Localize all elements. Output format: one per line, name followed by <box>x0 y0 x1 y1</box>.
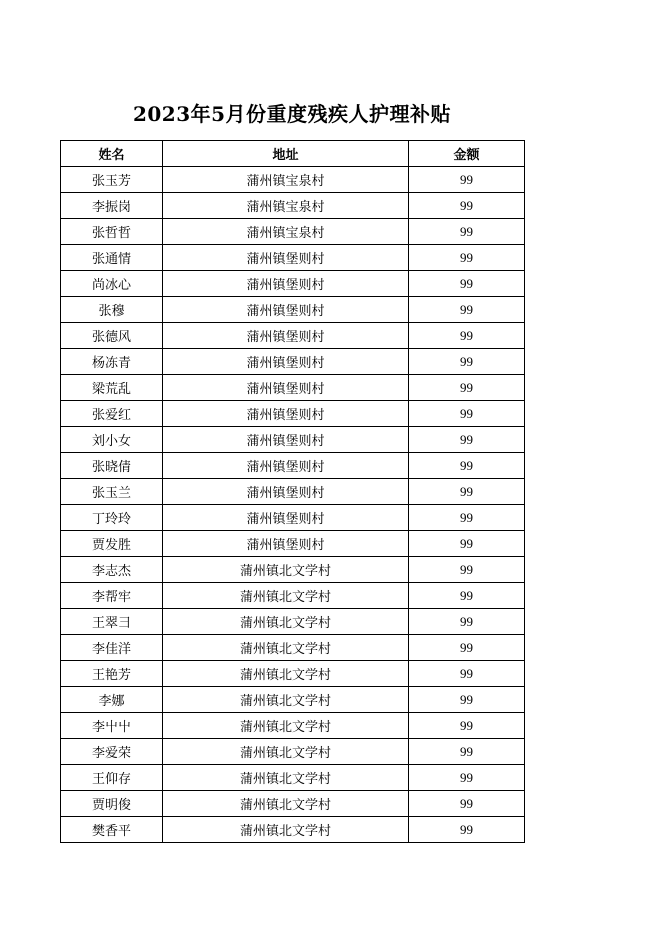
table-row <box>61 531 525 557</box>
column-header-amount: 金额 <box>409 141 525 167</box>
table-row <box>61 349 525 375</box>
table-row <box>61 193 525 219</box>
name-cell: 李志杰 <box>61 557 163 583</box>
address-cell: 蒲州镇堡则村 <box>163 453 409 479</box>
address-cell: 蒲州镇堡则村 <box>163 349 409 375</box>
address-cell: 蒲州镇北文学村 <box>163 583 409 609</box>
amount-cell: 99 <box>409 323 525 349</box>
amount-cell: 99 <box>409 167 525 193</box>
table-row <box>61 739 525 765</box>
address-cell: 蒲州镇北文学村 <box>163 739 409 765</box>
table-row <box>61 661 525 687</box>
amount-cell: 99 <box>409 219 525 245</box>
page-title: 2023年5月份重度残疾人护理补贴 <box>132 102 452 126</box>
address-cell: 蒲州镇北文学村 <box>163 635 409 661</box>
amount-cell: 99 <box>409 791 525 817</box>
name-cell: 张德风 <box>61 323 163 349</box>
amount-cell: 99 <box>409 245 525 271</box>
name-cell: 张玉芳 <box>61 167 163 193</box>
table-body <box>61 167 525 843</box>
name-cell: 张通情 <box>61 245 163 271</box>
table-row <box>61 713 525 739</box>
name-cell: 梁荒乱 <box>61 375 163 401</box>
table-row <box>61 687 525 713</box>
amount-cell: 99 <box>409 713 525 739</box>
table-row <box>61 557 525 583</box>
name-cell: 张爱红 <box>61 401 163 427</box>
amount-cell: 99 <box>409 427 525 453</box>
name-cell: 张哲哲 <box>61 219 163 245</box>
name-cell: 李帮牢 <box>61 583 163 609</box>
address-cell: 蒲州镇堡则村 <box>163 531 409 557</box>
name-cell: 刘小女 <box>61 427 163 453</box>
address-cell: 蒲州镇堡则村 <box>163 505 409 531</box>
name-cell: 丁玲玲 <box>61 505 163 531</box>
address-cell: 蒲州镇北文学村 <box>163 791 409 817</box>
amount-cell: 99 <box>409 349 525 375</box>
address-cell: 蒲州镇北文学村 <box>163 661 409 687</box>
address-cell: 蒲州镇北文学村 <box>163 687 409 713</box>
address-cell: 蒲州镇堡则村 <box>163 271 409 297</box>
amount-cell: 99 <box>409 609 525 635</box>
table-row <box>61 479 525 505</box>
table-row <box>61 609 525 635</box>
table-row <box>61 791 525 817</box>
name-cell: 王仰存 <box>61 765 163 791</box>
name-cell: 李佳洋 <box>61 635 163 661</box>
name-cell: 张晓倩 <box>61 453 163 479</box>
table-row <box>61 635 525 661</box>
name-cell: 张玉兰 <box>61 479 163 505</box>
column-header-address: 地址 <box>163 141 409 167</box>
address-cell: 蒲州镇堡则村 <box>163 427 409 453</box>
amount-cell: 99 <box>409 453 525 479</box>
name-cell: 杨冻青 <box>61 349 163 375</box>
name-cell: 尚冰心 <box>61 271 163 297</box>
address-cell: 蒲州镇堡则村 <box>163 401 409 427</box>
amount-cell: 99 <box>409 401 525 427</box>
amount-cell: 99 <box>409 479 525 505</box>
table-row <box>61 817 525 843</box>
address-cell: 蒲州镇宝泉村 <box>163 167 409 193</box>
table-row <box>61 765 525 791</box>
address-cell: 蒲州镇堡则村 <box>163 479 409 505</box>
amount-cell: 99 <box>409 687 525 713</box>
address-cell: 蒲州镇堡则村 <box>163 297 409 323</box>
name-cell: 李娜 <box>61 687 163 713</box>
amount-cell: 99 <box>409 739 525 765</box>
table-row <box>61 401 525 427</box>
amount-cell: 99 <box>409 557 525 583</box>
table-row <box>61 245 525 271</box>
name-cell: 李爱荣 <box>61 739 163 765</box>
table-row <box>61 323 525 349</box>
amount-cell: 99 <box>409 505 525 531</box>
table-row <box>61 219 525 245</box>
table-row <box>61 453 525 479</box>
table-row <box>61 271 525 297</box>
amount-cell: 99 <box>409 661 525 687</box>
address-cell: 蒲州镇北文学村 <box>163 609 409 635</box>
address-cell: 蒲州镇堡则村 <box>163 323 409 349</box>
amount-cell: 99 <box>409 583 525 609</box>
name-cell: 樊香平 <box>61 817 163 843</box>
table-row <box>61 375 525 401</box>
name-cell: 王翠彐 <box>61 609 163 635</box>
amount-cell: 99 <box>409 765 525 791</box>
column-header-name: 姓名 <box>61 141 163 167</box>
amount-cell: 99 <box>409 193 525 219</box>
amount-cell: 99 <box>409 531 525 557</box>
amount-cell: 99 <box>409 817 525 843</box>
table-row <box>61 583 525 609</box>
amount-cell: 99 <box>409 375 525 401</box>
address-cell: 蒲州镇北文学村 <box>163 713 409 739</box>
table-row <box>61 167 525 193</box>
address-cell: 蒲州镇宝泉村 <box>163 219 409 245</box>
amount-cell: 99 <box>409 271 525 297</box>
address-cell: 蒲州镇北文学村 <box>163 817 409 843</box>
address-cell: 蒲州镇堡则村 <box>163 375 409 401</box>
name-cell: 李屮屮 <box>61 713 163 739</box>
subsidy-table <box>60 140 525 843</box>
address-cell: 蒲州镇宝泉村 <box>163 193 409 219</box>
amount-cell: 99 <box>409 297 525 323</box>
table-header-row <box>61 141 525 167</box>
table-row <box>61 427 525 453</box>
name-cell: 贾发胜 <box>61 531 163 557</box>
address-cell: 蒲州镇北文学村 <box>163 557 409 583</box>
name-cell: 贾明俊 <box>61 791 163 817</box>
name-cell: 张穆 <box>61 297 163 323</box>
table-row <box>61 505 525 531</box>
name-cell: 李振岗 <box>61 193 163 219</box>
address-cell: 蒲州镇堡则村 <box>163 245 409 271</box>
address-cell: 蒲州镇北文学村 <box>163 765 409 791</box>
table-row <box>61 297 525 323</box>
amount-cell: 99 <box>409 635 525 661</box>
name-cell: 王艳芳 <box>61 661 163 687</box>
